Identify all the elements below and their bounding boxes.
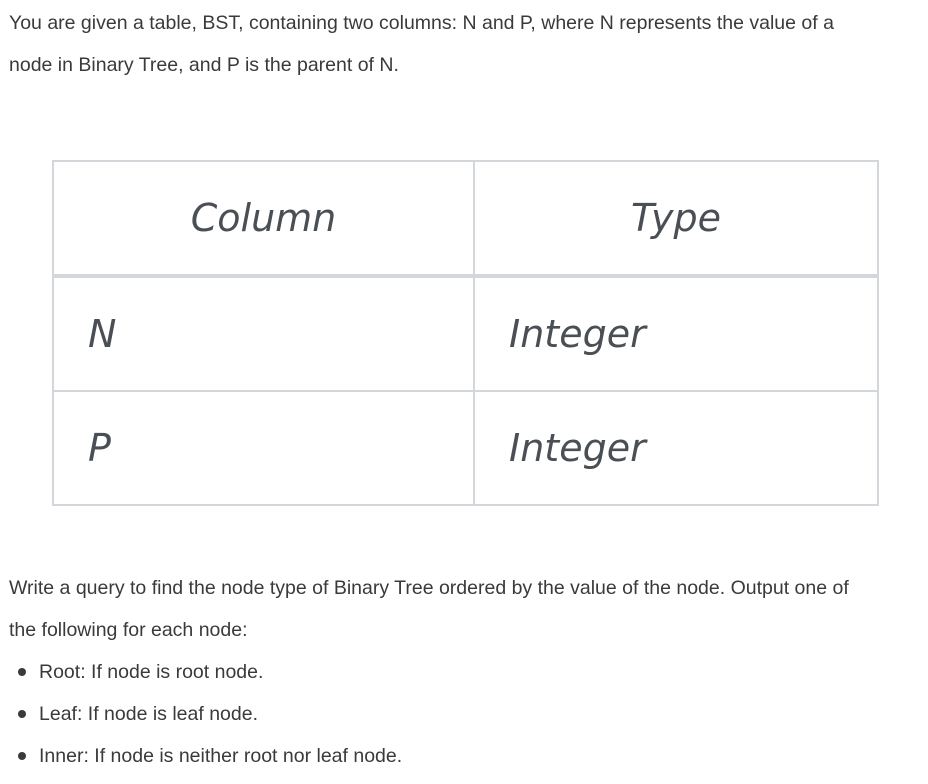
- type-cell: Integer: [474, 276, 878, 391]
- intro-line-1: You are given a table, BST, containing two columns: N and P, where N represents the value of a: [9, 12, 834, 34]
- bullet-icon: [18, 752, 26, 760]
- rule-text: Leaf: If node is leaf node.: [39, 703, 258, 725]
- column-cell: P: [53, 391, 474, 505]
- table-row: [53, 276, 878, 391]
- intro-paragraph: [9, 2, 921, 86]
- type-cell: Integer: [474, 391, 878, 505]
- table-row: [53, 391, 878, 505]
- column-cell: N: [53, 276, 474, 391]
- node-type-list: [0, 651, 402, 777]
- list-item: [0, 651, 402, 693]
- list-item: [0, 693, 402, 735]
- bullet-icon: [18, 710, 26, 718]
- intro-line-2: node in Binary Tree, and P is the parent of N.: [9, 54, 399, 76]
- table-header-row: [53, 161, 878, 276]
- query-paragraph: [9, 567, 921, 651]
- type-header: Type: [474, 161, 878, 276]
- list-item: [0, 735, 402, 777]
- bullet-icon: [18, 668, 26, 676]
- column-header: Column: [53, 161, 474, 276]
- schema-table: [52, 160, 879, 506]
- query-line-1: Write a query to find the node type of Binary Tree ordered by the value of the node. Output one of: [9, 577, 849, 599]
- rule-text: Inner: If node is neither root nor leaf node.: [39, 745, 403, 767]
- query-line-2: the following for each node:: [9, 619, 248, 641]
- rule-text: Root: If node is root node.: [39, 661, 264, 683]
